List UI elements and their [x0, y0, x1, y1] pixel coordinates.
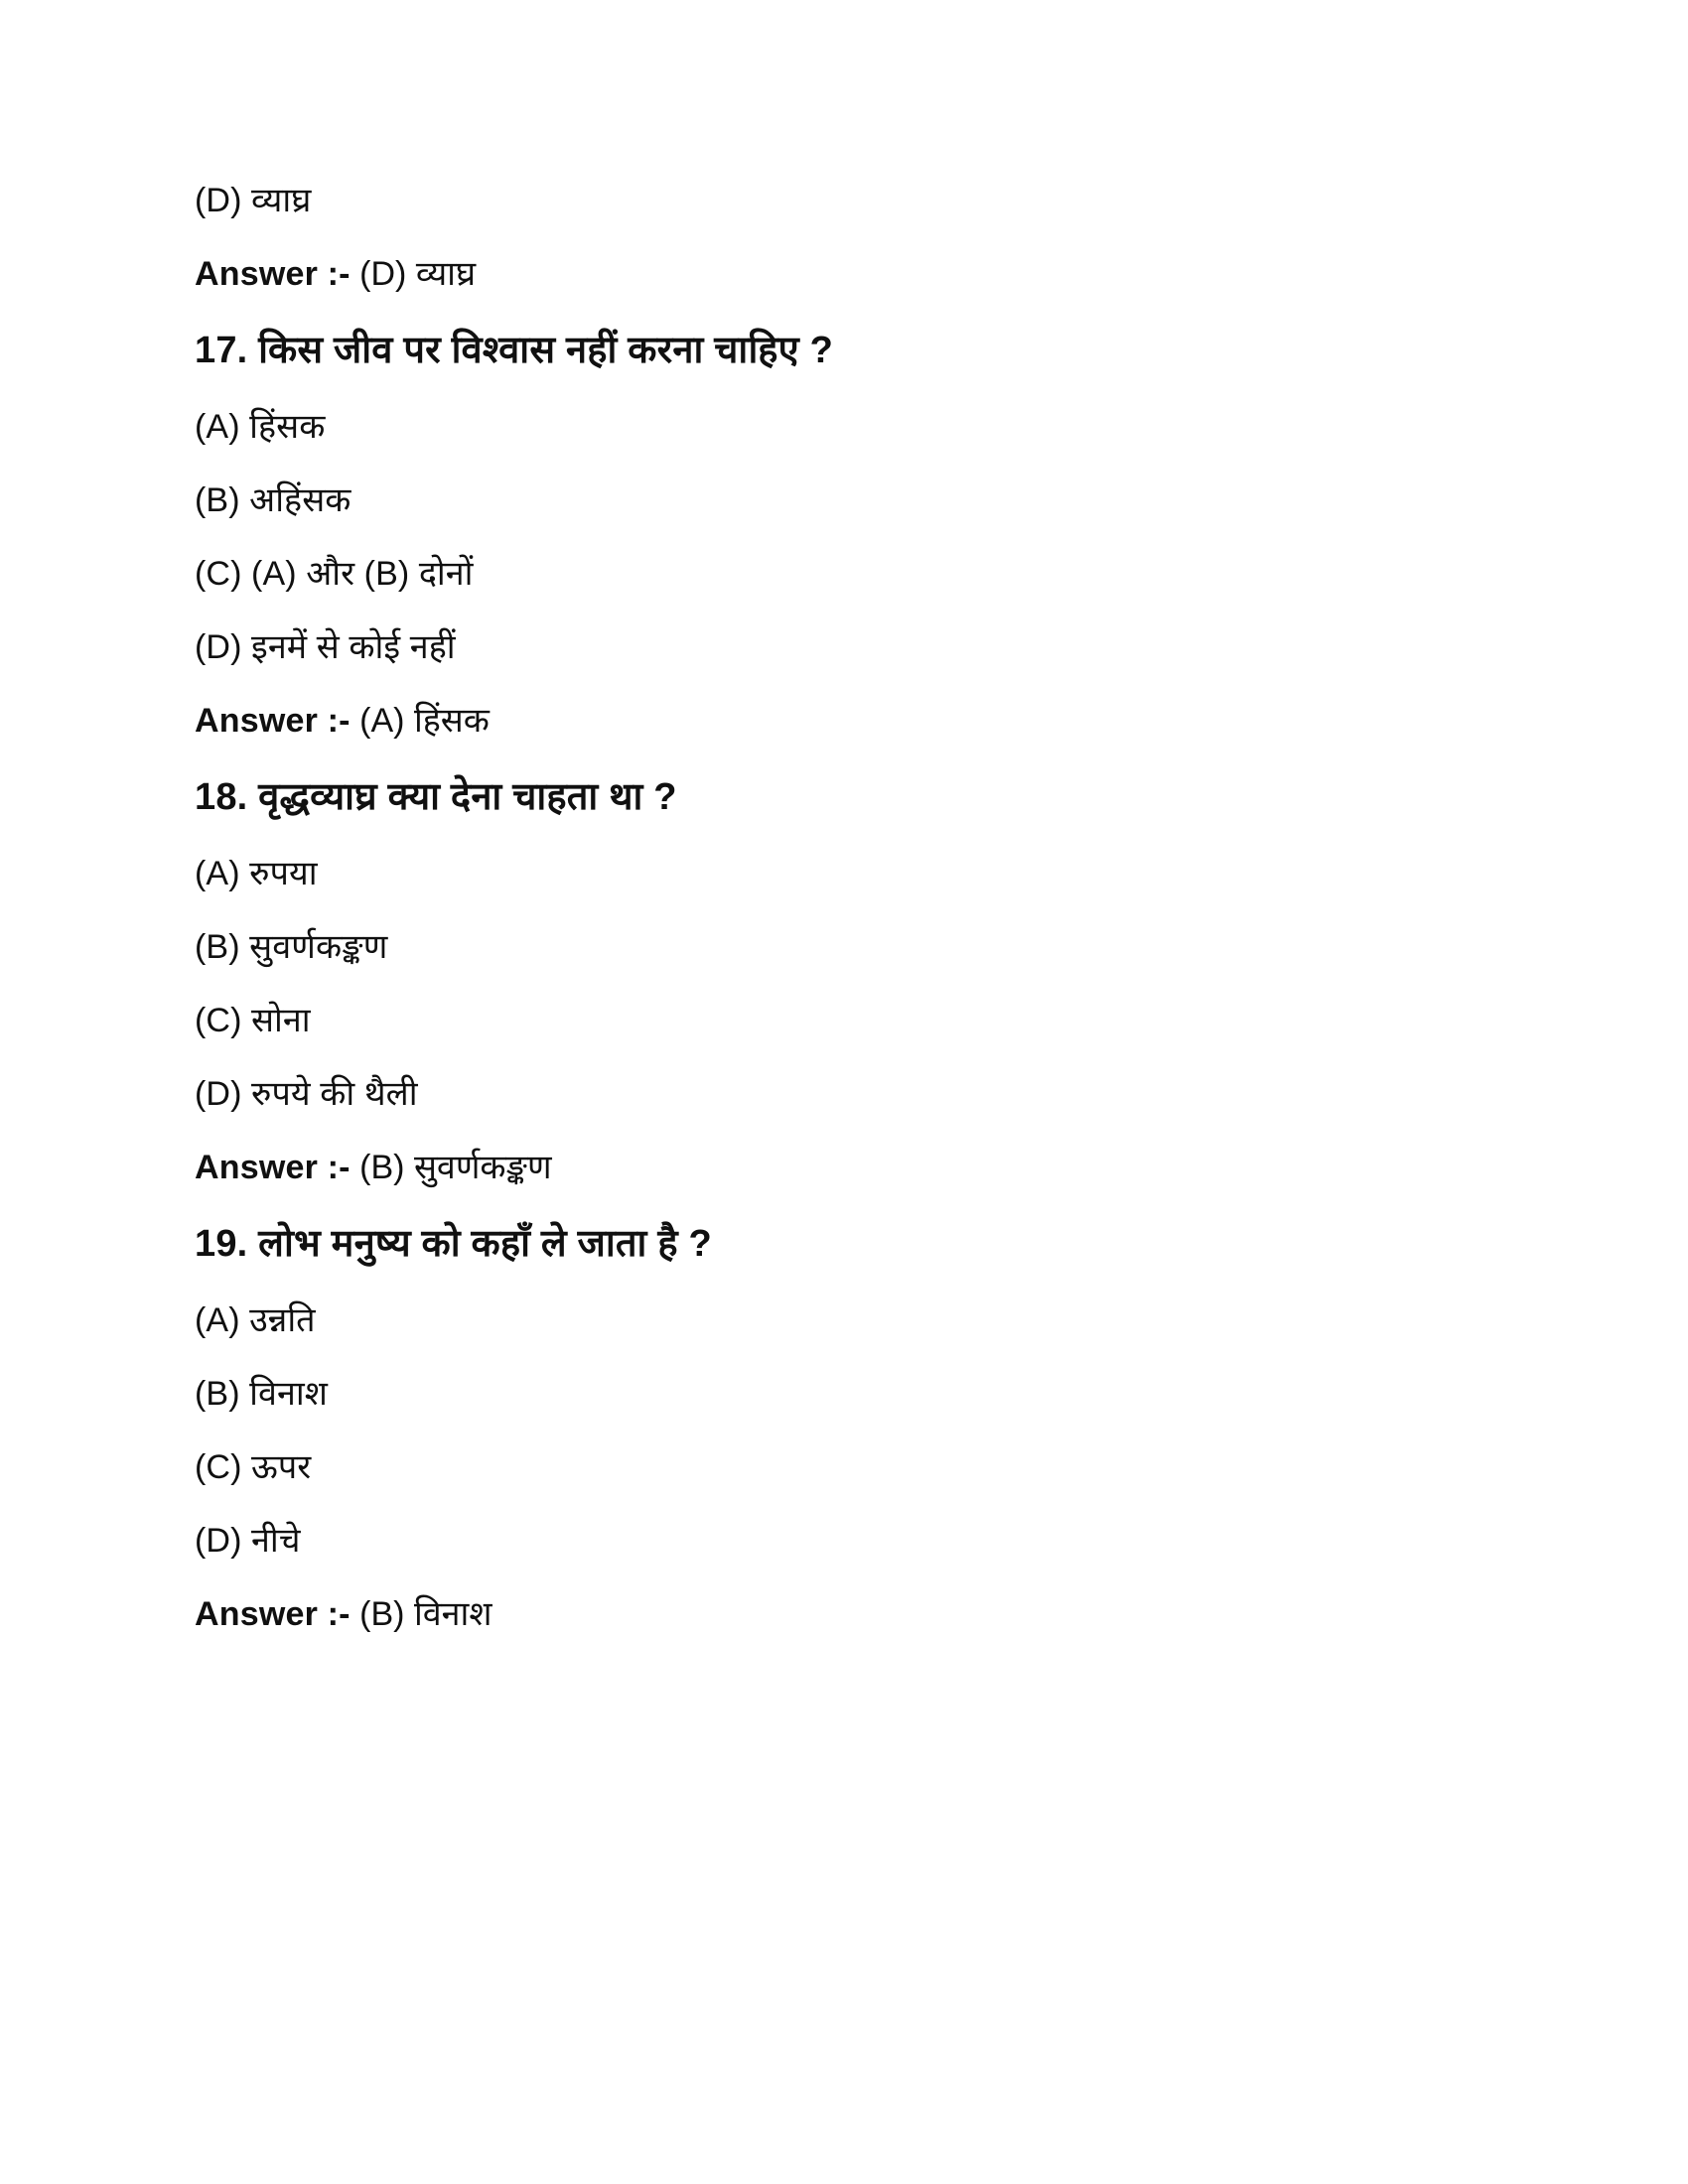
answer-line	[195, 257, 1485, 291]
option-line: (A) हिंसक	[195, 408, 326, 446]
option-line: (C) (A) और (B) दोनों	[195, 555, 474, 593]
answer-value: (B) सुवर्णकङ्कण	[359, 1149, 552, 1186]
answer-value: (A) हिंसक	[359, 702, 490, 740]
option-line: (D) इनमें से कोई नहीं	[195, 628, 456, 666]
answer-label: Answer :-	[195, 1595, 351, 1633]
question-heading: 18. वृद्धव्याघ्र क्या देना चाहता था ?	[195, 776, 677, 818]
answer-line	[195, 704, 1485, 738]
answer-label: Answer :-	[195, 1149, 351, 1186]
answer-line	[195, 1151, 1485, 1184]
option-line: (C) ऊपर	[195, 1448, 312, 1486]
option-line: (D) व्याघ्र	[195, 182, 312, 219]
option-line: (B) विनाश	[195, 1375, 328, 1413]
answer-label: Answer :-	[195, 255, 351, 293]
question-answer-content	[195, 184, 1485, 1631]
option-line: (A) उन्नति	[195, 1301, 316, 1339]
option-line: (D) रुपये की थैली	[195, 1075, 418, 1113]
answer-line	[195, 1597, 1485, 1631]
answer-value: (B) विनाश	[359, 1595, 492, 1633]
option-line: (A) रुपया	[195, 855, 318, 892]
question-heading: 19. लोभ मनुष्य को कहाँ ले जाता है ?	[195, 1223, 712, 1265]
answer-value: (D) व्याघ्र	[359, 255, 477, 293]
option-line: (D) नीचे	[195, 1522, 301, 1560]
option-line: (C) सोना	[195, 1002, 311, 1039]
option-line: (B) सुवर्णकङ्कण	[195, 928, 388, 966]
option-line: (B) अहिंसक	[195, 481, 352, 519]
question-heading: 17. किस जीव पर विश्वास नहीं करना चाहिए ?	[195, 330, 834, 371]
answer-label: Answer :-	[195, 702, 351, 740]
